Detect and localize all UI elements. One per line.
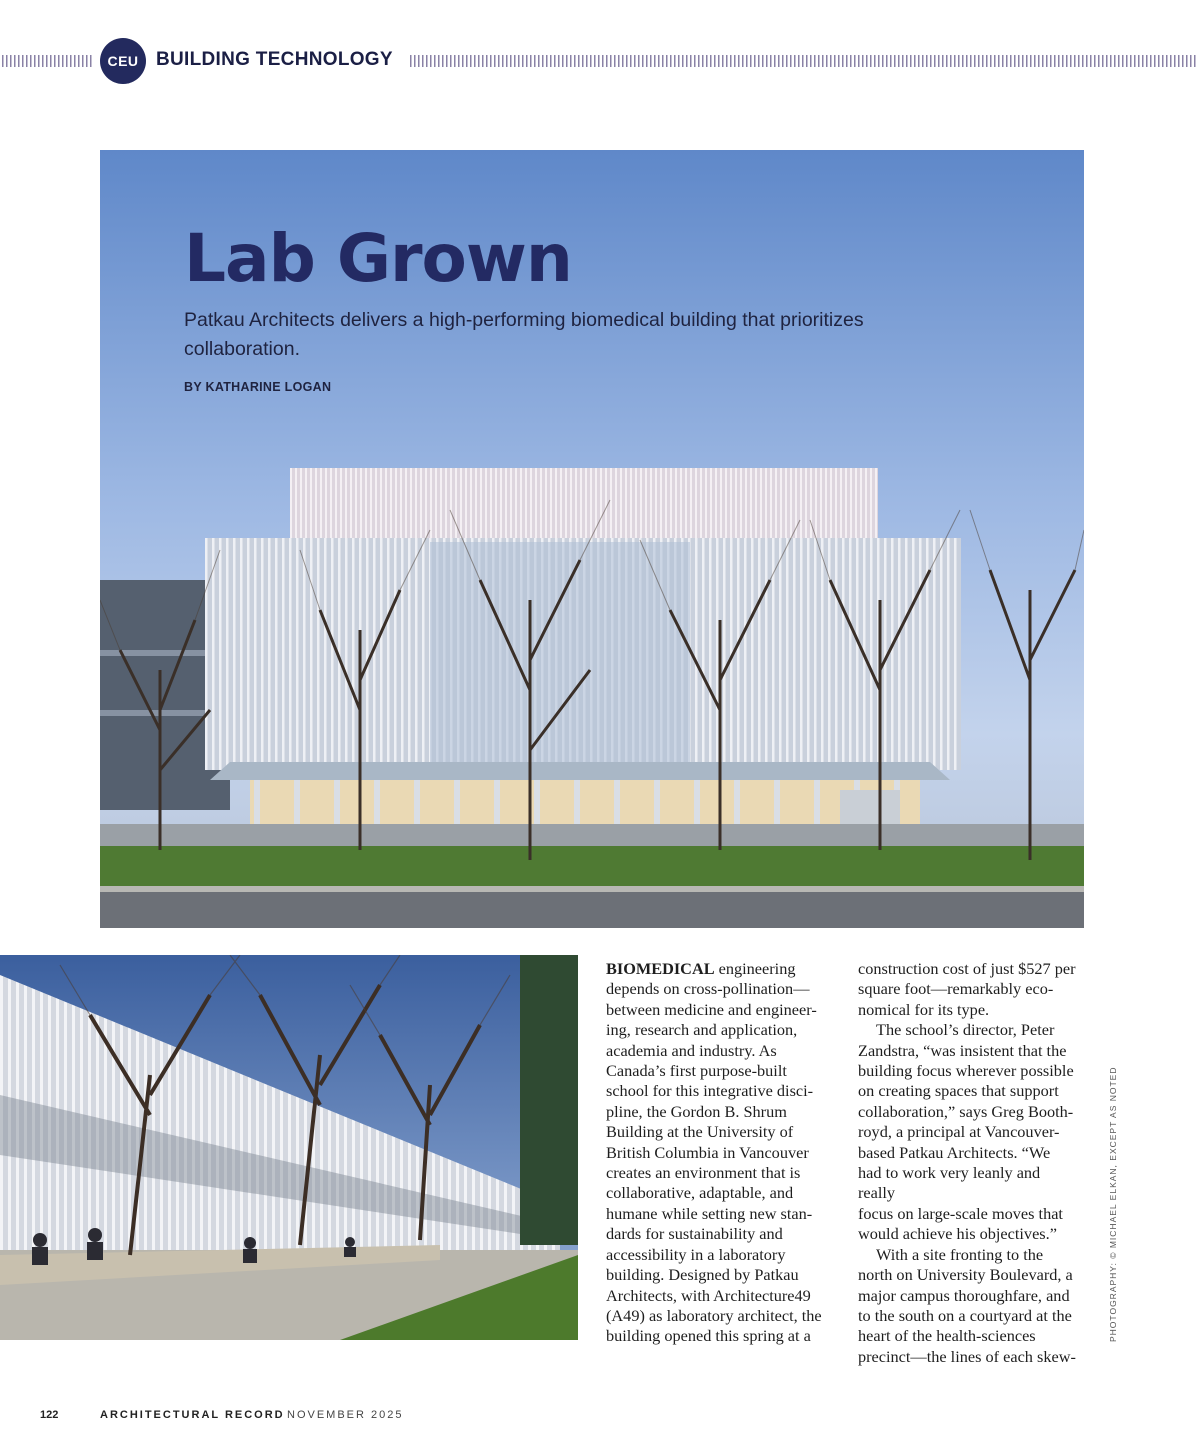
article-headline: Lab Grown [184,220,572,297]
article-byline: BY KATHARINE LOGAN [184,380,332,394]
article-deck: Patkau Architects delivers a high-performing biomedical building that prioritizes collaboration. [184,309,864,360]
section-header [0,38,1200,84]
header-tick-rule-left [2,55,92,67]
photo-credit: PHOTOGRAPHY: © MICHAEL ELKAN, EXCEPT AS NOTED [1108,1066,1118,1342]
issue-date: NOVEMBER 2025 [287,1409,404,1421]
magazine-name: ARCHITECTURAL RECORD [100,1409,285,1421]
body-paragraph [606,959,828,1347]
header-tick-rule-right [410,55,1198,67]
courtyard-photo [0,955,578,1340]
body-paragraph: The school’s director, Peter Zandstra, “was insistent that the building focus wherever possible on creating spaces that support collaboration,” says Greg Booth- royd, a principal at Vancouver- based Patkau Architects. “We had to work very leanly and really focus on large-scale moves that would achieve his objectives.” [858,1020,1074,1244]
hero-photo [100,150,1084,928]
courtyard-illustration [0,955,578,1340]
ceu-badge: CEU [100,38,146,84]
page-footer [0,1409,1200,1425]
body-paragraph: With a site fronting to the north on University Boulevard, a major campus thoroughfare, and to the south on a courtyard at the heart of the health-sciences precinct—the lines of each skew- [858,1244,1076,1366]
section-title: BUILDING TECHNOLOGY [156,49,393,70]
body-paragraph: construction cost of just $527 per square foot—remarkably eco- nomical for its type. [858,959,1076,1019]
body-column-1 [606,959,828,1347]
body-text: engineering depends on cross-pollination— between medicine and engineer- ing, research and application, academia and industry. As Canada’s first purpose-built school for this integrative disci- pline, the Gordon B. Shrum Building at the University of British Columbia in Vancouver creates an environment that is collaborative, adaptable, and humane while setting new stan- dards for sustainability and accessibility in a laboratory building. Designed by Patkau Architects, with Architecture49 (A49) as laboratory architect, the building opened this spring at a [606,959,822,1346]
page-number: 122 [40,1409,59,1421]
body-column-2 [858,959,1080,1367]
lead-word: BIOMEDICAL [606,959,715,978]
